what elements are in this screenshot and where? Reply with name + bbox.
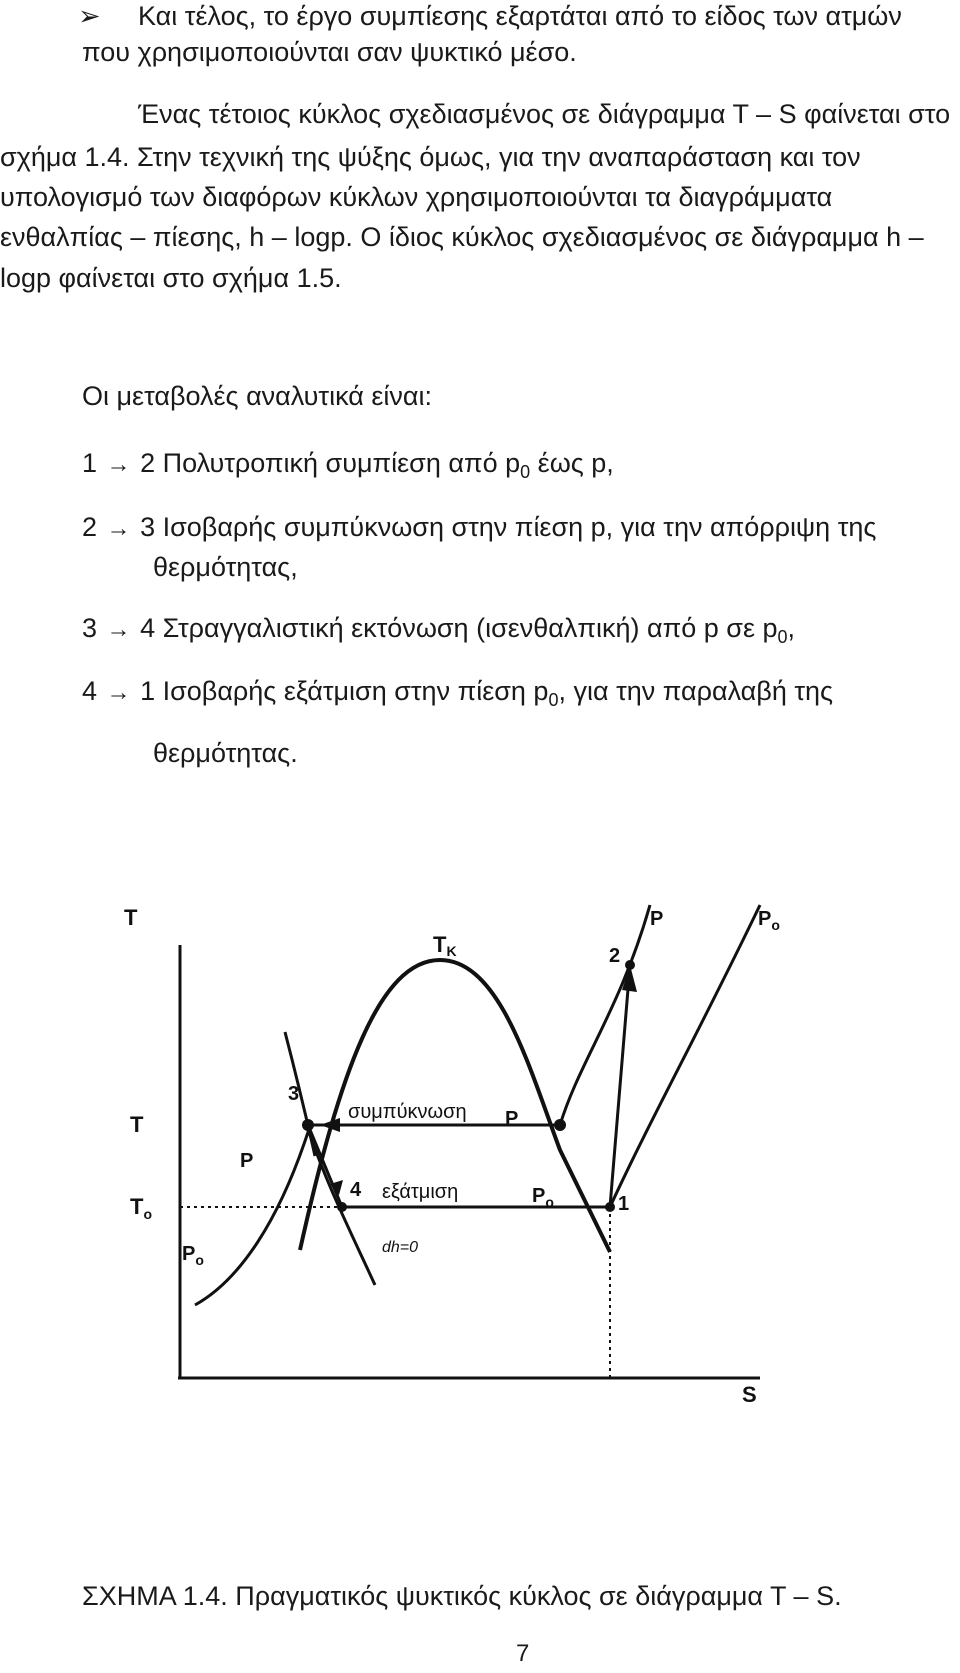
paragraph-line-3: υπολογισμό των διαφόρων κύκλων χρησιμοποιούνται τα διαγράμματα (0, 182, 833, 212)
item-text: Στραγγαλιστική εκτόνωση (ισενθαλπική) από p σε p (162, 613, 778, 643)
list-item (82, 511, 876, 545)
tick-t-label: T (130, 1112, 144, 1137)
point-2-dot (625, 960, 635, 970)
list-item-continuation: θερμότητας, (153, 552, 298, 582)
arrow-right-icon: → (106, 451, 131, 478)
from-number: 2 (82, 512, 98, 542)
from-number: 3 (82, 613, 98, 643)
paragraph-line-2: σχήμα 1.4. Στην τεχνική της ψύξης όμως, για την αναπαράσταση και τον (0, 142, 861, 172)
evaporation-label: εξάτμιση (382, 1181, 459, 1203)
changes-heading: Οι μεταβολές αναλυτικά είναι: (82, 381, 432, 411)
item-text: Ισοβαρής συμπύκνωση στην πίεση p, για την απόρριψη της (162, 512, 877, 542)
p0-label-liquid: $P_o$ (182, 1243, 204, 1268)
bullet-icon: ➢ (78, 1, 101, 31)
tk-label: TK (433, 932, 457, 959)
point-3-dot (302, 1119, 314, 1131)
dome-right-dot (554, 1119, 566, 1131)
arrow-right-icon: → (106, 515, 131, 542)
page-number: 7 (516, 1640, 530, 1667)
condensation-label: συμπύκνωση (348, 1101, 467, 1123)
list-item (82, 612, 795, 653)
arrow-right-icon: → (106, 616, 131, 643)
point-3-label: 3 (288, 1083, 300, 1105)
p-curve-superheated (560, 905, 650, 1125)
p-label-condensation: P (505, 1108, 519, 1130)
axis-t-label: T (124, 905, 138, 930)
item-text-after: , (787, 613, 796, 643)
intro-line-1: Και τέλος, το έργο συμπίεσης εξαρτάται από το είδος των ατμών (138, 1, 902, 31)
to-number: 1 (140, 676, 156, 706)
p0-curve-superheated (610, 905, 760, 1207)
point-4-dot (337, 1202, 347, 1212)
paragraph-line-4: ενθαλπίας – πίεσης, h – logp. Ο ίδιος κύκλος σχεδιασμένος σε διάγραμμα h – (0, 222, 924, 252)
dh-label: dh=0 (382, 1239, 419, 1256)
to-number: 4 (140, 613, 156, 643)
subscript: 0 (520, 462, 531, 482)
point-2-label: 2 (609, 945, 621, 967)
p-label-superheated: P (650, 908, 664, 930)
paragraph-line-5: logp φαίνεται στο σχήμα 1.5. (0, 263, 342, 293)
item-text-after: , για την παραλαβή της (558, 676, 834, 706)
figure-caption: ΣΧΗΜΑ 1.4. Πραγματικός ψυκτικός κύκλος σε διάγραμμα Τ – S. (82, 1581, 842, 1611)
subscript: 0 (548, 690, 559, 710)
p0-label-evaporation: $P_o$ (532, 1185, 554, 1210)
item-text-after: έως p, (530, 448, 614, 478)
point-1-label: 1 (618, 1193, 630, 1215)
p-label-liquid: P (240, 1150, 254, 1172)
axis-s-label: S (742, 1382, 757, 1407)
list-item-continuation: θερμότητας. (153, 738, 298, 768)
list-item (82, 675, 833, 716)
arrow-right-icon: → (106, 679, 131, 706)
p0-label-superheated: $P_o$ (758, 908, 780, 933)
ts-diagram (120, 905, 840, 1510)
point-4-label: 4 (350, 1179, 362, 1201)
subscript: 0 (777, 627, 788, 647)
item-text: Πολυτροπική συμπίεση από p (162, 448, 521, 478)
list-item (82, 447, 614, 488)
tick-t0-label: $T_o$ (130, 1194, 153, 1222)
from-number: 1 (82, 448, 98, 478)
paragraph-line-1: Ένας τέτοιος κύκλος σχεδιασμένος σε διάγραμμα Τ – S φαίνεται στο (138, 99, 951, 129)
item-text: Ισοβαρής εξάτμιση στην πίεση p (162, 676, 549, 706)
to-number: 3 (140, 512, 156, 542)
from-number: 4 (82, 676, 98, 706)
intro-line-2: που χρησιμοποιούνται σαν ψυκτικό μέσο. (82, 37, 577, 67)
point-1-dot (605, 1202, 615, 1212)
to-number: 2 (140, 448, 156, 478)
